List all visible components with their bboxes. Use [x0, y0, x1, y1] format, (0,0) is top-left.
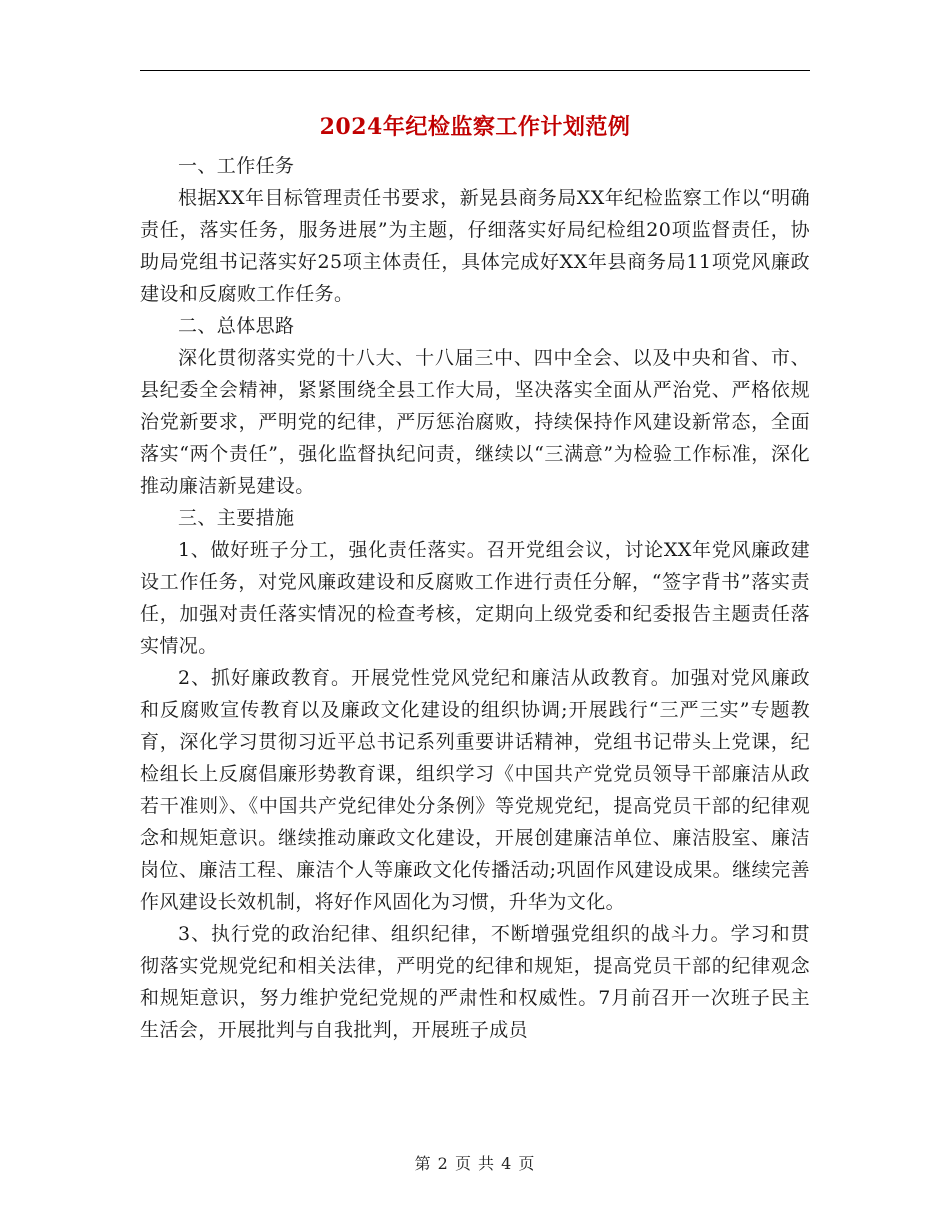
- section-heading-tasks: 一、工作任务: [178, 155, 295, 177]
- paragraph-approach: 深化贯彻落实党的十八大、十八届三中、四中全会、以及中央和省、市、县纪委全会精神，紧紧围绕全县工作大局，坚决落实全面从严治党、严格依规治党新要求，严明党的纪律，严厉惩治腐败，持续保持作风建设新常态，全面落实“两个责任”，强化监督执纪问责，继续以“三满意”为检验工作标准，深化推动廉洁新晃建设。: [140, 347, 810, 497]
- paragraph-measure-1: 1、做好班子分工，强化责任落实。召开党组会议，讨论XX年党风廉政建设工作任务，对党风廉政建设和反腐败工作进行责任分解，“签字背书”落实责任，加强对责任落实情况的检查考核，定期向上级党委和纪委报告主题责任落实情况。: [140, 539, 810, 657]
- paragraph-measure-3: 3、执行党的政治纪律、组织纪律，不断增强党组织的战斗力。学习和贯彻落实党规党纪和相关法律，严明党的纪律和规矩，提高党员干部的纪律观念和规矩意识，努力维护党纪党规的严肃性和权威性。7月前召开一次班子民主生活会，开展批判与自我批判，开展班子成员: [140, 923, 810, 1041]
- paragraph-measure-2: 2、抓好廉政教育。开展党性党风党纪和廉洁从政教育。加强对党风廉政和反腐败宣传教育以及廉政文化建设的组织协调;开展践行“三严三实”专题教育，深化学习贯彻习近平总书记系列重要讲话精神，党组书记带头上党课，纪检组长上反腐倡廉形势教育课，组织学习《中国共产党党员领导干部廉洁从政若干准则》、《中国共产党纪律处分条例》等党规党纪，提高党员干部的纪律观念和规矩意识。继续推动廉政文化建设，开展创建廉洁单位、廉洁股室、廉洁岗位、廉洁工程、廉洁个人等廉政文化传播活动;巩固作风建设成果。继续完善作风建设长效机制，将好作风固化为习惯，升华为文化。: [140, 667, 810, 913]
- page-number-footer: 第 2 页 共 4 页: [414, 1154, 536, 1173]
- document-title: 2024年纪检监察工作计划范例: [319, 114, 631, 140]
- document-body: [140, 150, 810, 1046]
- section-heading-approach: 二、总体思路: [178, 315, 295, 337]
- header-rule: [140, 70, 810, 71]
- paragraph-tasks: 根据XX年目标管理责任书要求，新晃县商务局XX年纪检监察工作以“明确责任，落实任务，服务进展”为主题，仔细落实好局纪检组20项监督责任，协助局党组书记落实好25项主体责任，具体完成好XX年县商务局11项党风廉政建设和反腐败工作任务。: [140, 187, 810, 305]
- section-heading-measures: 三、主要措施: [178, 507, 295, 529]
